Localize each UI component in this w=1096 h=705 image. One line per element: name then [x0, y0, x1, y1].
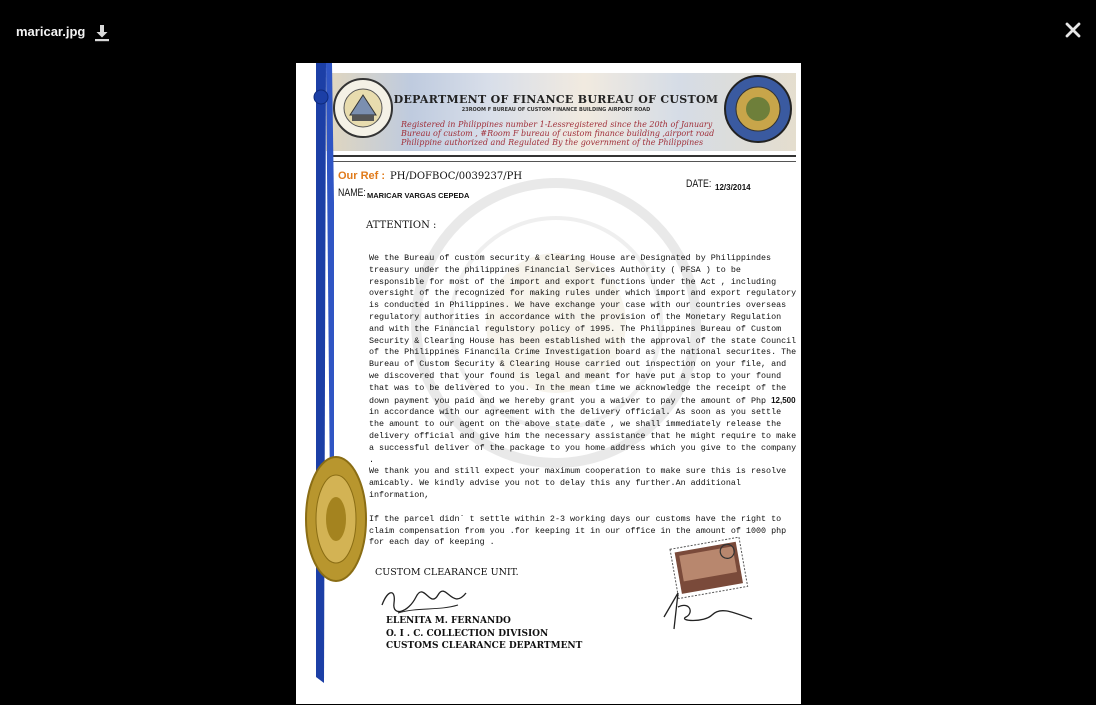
- signer-name: ELENITA M. FERNANDO: [386, 616, 511, 626]
- name-label: NAME:: [338, 187, 366, 199]
- viewer-topbar: [0, 0, 1096, 62]
- blue-ribbon-icon: [312, 63, 334, 683]
- letterhead-divider: [332, 155, 796, 162]
- signature-icon: [378, 583, 473, 619]
- file-name: maricar.jpg: [16, 24, 86, 39]
- letterhead-title: DEPARTMENT OF FINANCE BUREAU OF CUSTOM: [393, 93, 719, 106]
- signer-department: CUSTOMS CLEARANCE DEPARTMENT: [386, 641, 583, 651]
- signer-division: O. I . C. COLLECTION DIVISION: [386, 629, 549, 639]
- gold-seal-icon: [304, 455, 368, 583]
- image-viewer[interactable]: [296, 63, 801, 704]
- letterhead-registration: Registered in Philippines number 1-Lessregistered since the 20th of January Bureau of custom , #Room F bureau of custom finance building ,airport road Philippine authorized and Regulated By the government of the Philippines: [401, 120, 715, 147]
- letter-date: 12/3/2014: [715, 183, 751, 192]
- document-image: [296, 63, 801, 704]
- recipient-name: MARICAR VARGAS CEPEDA: [367, 191, 470, 200]
- attention-heading: ATTENTION :: [366, 220, 437, 231]
- close-icon[interactable]: [1062, 19, 1084, 41]
- letter-body: [369, 253, 797, 549]
- paragraph-compensation: If the parcel didn` t settle within 2-3 working days our customs have the right to claim compensation from you .for keeping it in our office in the amount of 1000 php for each day of keeping .: [369, 513, 787, 548]
- paragraph-main: We the Bureau of custom security & clearing House are Designated by Philippindes treasury under the philippines Financial Services Authority ( PFSA ) to be responsible for most of the import and export functions under the Act , including oversight of the recognized for making rules under which import and export regulatory is conducted in Philippines. We have exchange your case with our countries overseas regulatory authorities in accordance with the provision of the Monetary Regulation and with the Financial regulstory policy of 1995. The Philippines Bureau of Custom Security & Clearing House has been established with the approval of the state Council of the Philippines Financila Crime Investigation board as the national securites. The Bureau of Custom Security & Clearing House carried out inspection on your file, and we discovered that your found is legal and meant for have put a stop to your found that was to be delivered to you. In the mean time we acknowledge the receipt of the down payment you paid and we hereby grant you a waiver to pay the amount of Php 12,500 in accordance with our agreement with the delivery official. As soon as you settle the amount to our agent on the above state date , we shall immediately release the delivery official and give him the necessary assistance that he might require to make a successful deliver of the package to you home address which you give to the company .: [369, 253, 797, 465]
- letterhead-address: 23ROOM F BUREAU OF CUSTOM FINANCE BUILDING AIRPORT ROAD: [461, 107, 651, 113]
- paragraph-thanks: We thank you and still expect your maximum cooperation to make sure this is resolve amicably. We kindly advise you not to delay this any further.An additional information,: [369, 466, 787, 500]
- second-signature-icon: [660, 587, 756, 633]
- download-icon[interactable]: [92, 23, 112, 43]
- amount: 12,500: [771, 395, 796, 405]
- reference-number: PH/DOFBOC/0039237/PH: [390, 171, 523, 182]
- clearance-unit: CUSTOM CLEARANCE UNIT.: [375, 567, 519, 578]
- date-label: DATE:: [686, 178, 712, 190]
- reference-label: Our Ref :: [338, 170, 386, 182]
